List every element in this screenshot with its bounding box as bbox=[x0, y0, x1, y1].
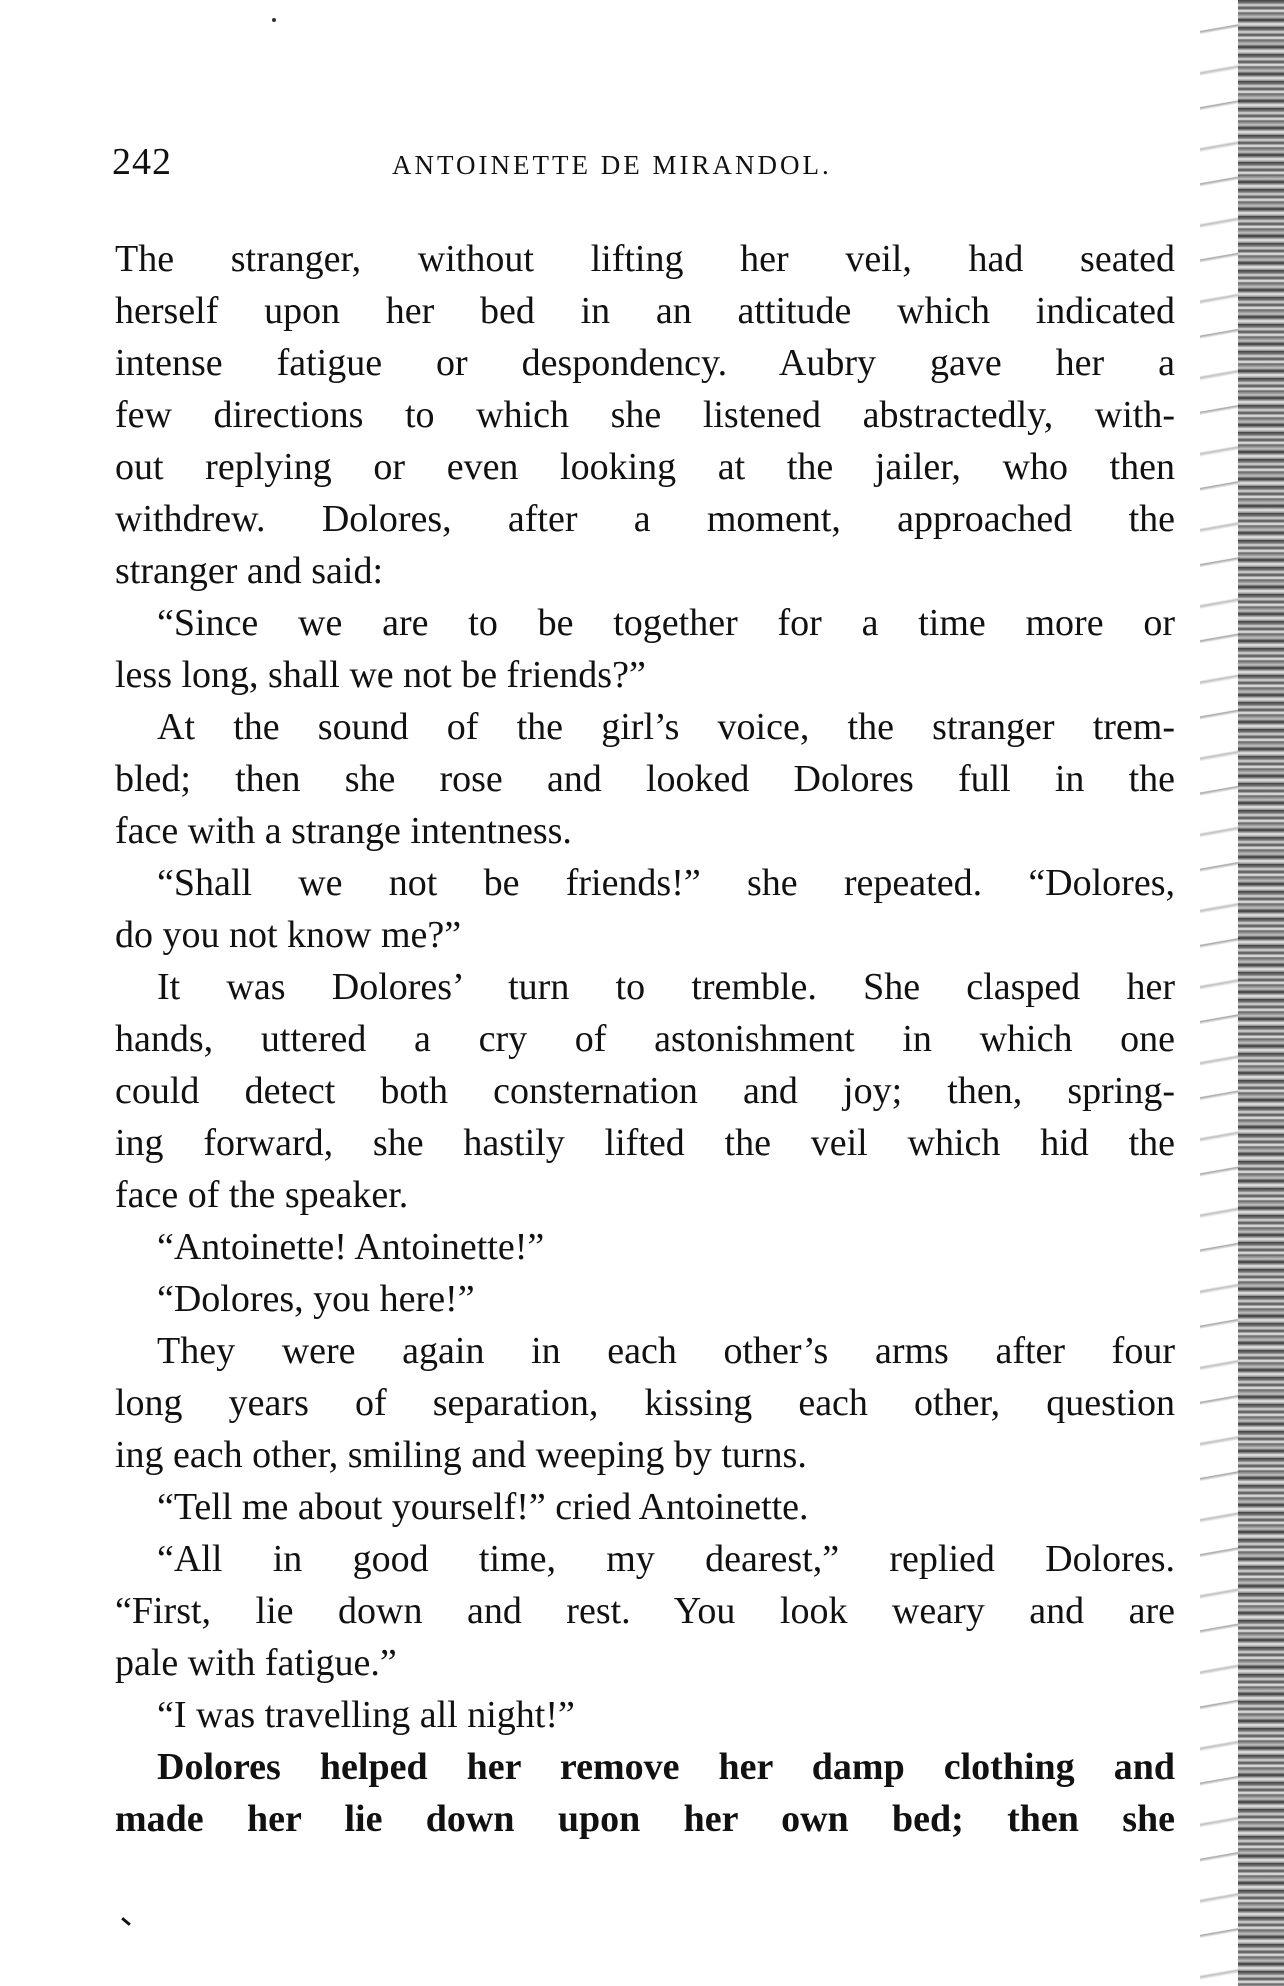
page-header bbox=[112, 140, 1172, 190]
text-line: “All in good time, my dearest,” replied Dolores. bbox=[157, 1538, 1175, 1580]
text-line: ing forward, she hastily lifted the veil which hid the bbox=[115, 1122, 1175, 1164]
text-line: herself upon her bed in an attitude which indicated bbox=[115, 290, 1175, 332]
text-line: do you not know me?” bbox=[115, 914, 462, 956]
text-line: It was Dolores’ turn to tremble. She clasped her bbox=[157, 966, 1175, 1008]
page-number: 242 bbox=[112, 141, 172, 183]
text-line: “Shall we not be friends!” she repeated. “Dolores, bbox=[157, 862, 1175, 904]
text-line: few directions to which she listened abstractedly, with- bbox=[115, 394, 1175, 436]
page-edge-speckle bbox=[1200, 0, 1240, 1986]
text-line: withdrew. Dolores, after a moment, approached the bbox=[115, 498, 1175, 540]
body-text bbox=[115, 233, 1175, 1845]
text-line: “First, lie down and rest. You look weary and are bbox=[115, 1590, 1175, 1632]
text-line: hands, uttered a cry of astonishment in which one bbox=[115, 1018, 1175, 1060]
text-line: out replying or even looking at the jailer, who then bbox=[115, 446, 1175, 488]
text-line: “Tell me about yourself!” cried Antoinette. bbox=[157, 1486, 809, 1528]
text-line: long years of separation, kissing each other, question bbox=[115, 1382, 1175, 1424]
stray-mark-bottom bbox=[121, 1917, 131, 1926]
running-title: ANTOINETTE DE MIRANDOL. bbox=[392, 150, 832, 180]
page-edge-binding bbox=[1238, 0, 1284, 1986]
text-line: could detect both consternation and joy; then, spring- bbox=[115, 1070, 1175, 1112]
text-line: At the sound of the girl’s voice, the stranger trem- bbox=[157, 706, 1175, 748]
text-line: ing each other, smiling and weeping by turns. bbox=[115, 1434, 807, 1476]
text-line: bled; then she rose and looked Dolores full in the bbox=[115, 758, 1175, 800]
text-line: “I was travelling all night!” bbox=[157, 1694, 575, 1736]
text-line: They were again in each other’s arms after four bbox=[157, 1330, 1175, 1372]
text-line: face of the speaker. bbox=[115, 1174, 409, 1216]
text-line: face with a strange intentness. bbox=[115, 810, 572, 852]
text-line: “Since we are to be together for a time more or bbox=[157, 602, 1175, 644]
text-line: intense fatigue or despondency. Aubry gave her a bbox=[115, 342, 1175, 384]
text-line: less long, shall we not be friends?” bbox=[115, 654, 646, 696]
text-line: pale with fatigue.” bbox=[115, 1642, 397, 1684]
text-line: “Dolores, you here!” bbox=[157, 1278, 475, 1320]
text-line: Dolores helped her remove her damp clothing and bbox=[157, 1746, 1175, 1788]
text-line: stranger and said: bbox=[115, 550, 384, 592]
text-line: The stranger, without lifting her veil, had seated bbox=[115, 238, 1175, 280]
text-line: made her lie down upon her own bed; then she bbox=[115, 1798, 1175, 1840]
text-line: “Antoinette! Antoinette!” bbox=[157, 1226, 545, 1268]
stray-mark-top bbox=[272, 18, 276, 22]
